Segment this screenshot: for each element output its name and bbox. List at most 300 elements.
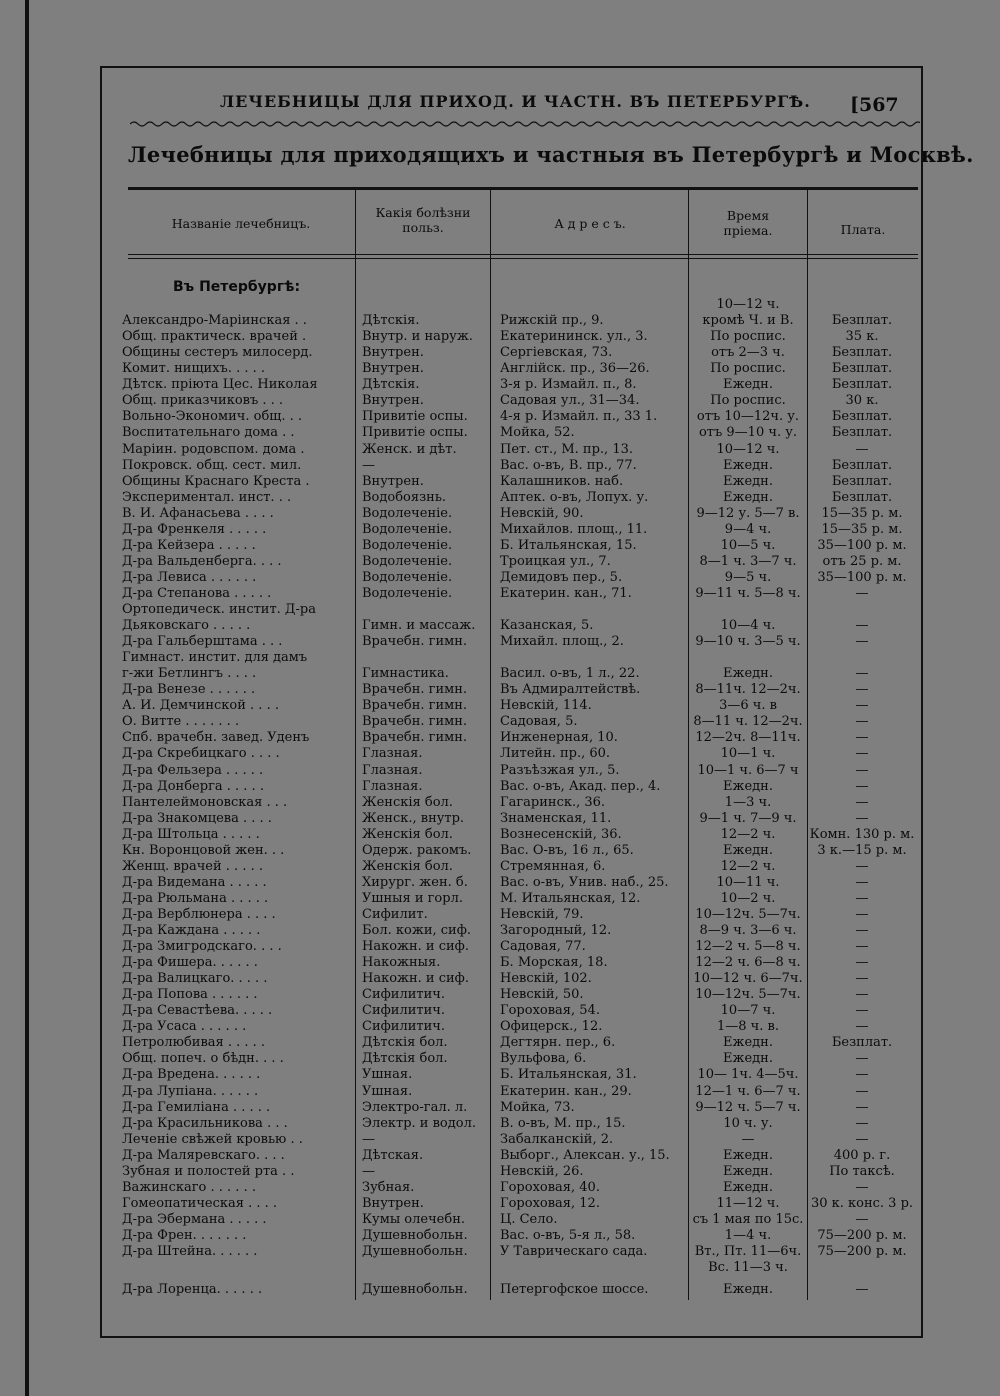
cell-name: Д-ра Штольца . . . . . — [122, 826, 260, 842]
cell-address: Вульфова, 6. — [500, 1051, 587, 1067]
cell-address: Б. Итальянская, 15. — [500, 537, 637, 553]
cell-disease: Хирург. жен. б. — [362, 874, 468, 890]
cell-time: отъ 2—3 ч. — [711, 345, 785, 361]
cell-name: Маріин. родовспом. дома . — [122, 441, 305, 457]
cell-time: 12—2 ч. 5—8 ч. — [695, 939, 801, 954]
cell-disease: Душевнобольн. — [362, 1244, 468, 1259]
cell-name: Д-ра Каждана . . . . . — [122, 923, 261, 938]
table-row — [0, 875, 1000, 891]
cell-time: 1—4 ч. — [724, 1227, 772, 1243]
cell-disease: Женскія бол. — [362, 794, 453, 810]
cell-fee: — — [855, 874, 869, 890]
cell-disease: Привитіе оспы. — [362, 409, 468, 425]
cell-disease: Сифилитич. — [362, 1019, 445, 1035]
table-row — [0, 329, 1000, 345]
cell-disease: Одерж. ракомъ. — [362, 842, 472, 858]
cell-fee: Безплат. — [831, 1035, 893, 1051]
table-row — [0, 971, 1000, 987]
cell-time: По роспис. — [710, 393, 786, 409]
cell-time: отъ 10—12ч. у. — [696, 409, 800, 425]
cell-time: съ 1 мая по 15с. — [692, 1211, 804, 1227]
cell-disease: Глазная. — [362, 762, 423, 778]
cell-address: Гороховая, 40. — [500, 1179, 600, 1195]
cell-time: 10—12ч. 5—7ч. — [695, 987, 801, 1003]
table-row — [0, 779, 1000, 795]
table-row — [0, 1148, 1000, 1164]
table-row — [0, 586, 1000, 602]
cell-disease: Водолеченіе. — [362, 553, 453, 569]
cell-name: Общ. приказчиковъ . . . — [122, 393, 284, 409]
cell-time: 9—12 у. 5—7 в. — [696, 505, 800, 521]
cell-address: Б. Морская, 18. — [500, 955, 608, 971]
cell-disease: Водолеченіе. — [362, 569, 453, 585]
header-top-rule — [128, 187, 918, 190]
cell-address: Рижскій пр., 9. — [500, 313, 604, 329]
table-row — [0, 746, 1000, 762]
cell-fee: 30 к. конс. 3 р. — [810, 1195, 914, 1211]
cell-name: Д-ра Знакомцева . . . . — [122, 810, 272, 826]
cell-disease: Женск. и дѣт. — [362, 441, 457, 457]
table-row — [0, 458, 1000, 474]
cell-time: 10—5 ч. — [720, 537, 776, 553]
cell-fee: — — [855, 858, 869, 874]
cell-name: Д-ра Усаса . . . . . . — [122, 1019, 247, 1035]
table-row — [0, 1196, 1000, 1212]
cell-disease: Ушныя и горл. — [362, 890, 463, 906]
cell-time: 10—4 ч. — [720, 618, 776, 633]
cell-time: 1—8 ч. в. — [717, 1019, 779, 1035]
cell-name: В. И. Афанасьева . . . . — [122, 505, 274, 521]
table-row — [0, 987, 1000, 1003]
cell-fee: — — [855, 955, 869, 971]
cell-fee: Безплат. — [831, 361, 893, 377]
table-row — [0, 1228, 1000, 1244]
table-row — [0, 923, 1000, 939]
table-row — [0, 506, 1000, 522]
cell-address: Вас. о-въ, Акад. пер., 4. — [500, 778, 661, 794]
cell-address: Забалканскій, 2. — [500, 1131, 614, 1147]
cell-fee: — — [855, 810, 869, 826]
cell-name: Ортопедическ. инстит. Д-ра — [122, 602, 316, 617]
cell-name: Д-ра Вредена. . . . . . — [122, 1067, 261, 1083]
table-row — [0, 714, 1000, 730]
cell-disease: Врачебн. гимн. — [362, 634, 468, 649]
cell-time: 10—12 ч. — [716, 297, 780, 312]
table-row — [0, 425, 1000, 441]
cell-fee: — — [855, 746, 869, 762]
cell-name: г-жи Бетлингъ . . . . — [122, 666, 257, 682]
cell-fee: — — [855, 1067, 869, 1083]
cell-name: Д-ра Лоренца. . . . . . — [122, 1282, 263, 1298]
cell-fee: Безплат. — [831, 457, 893, 473]
cell-address: Б. Итальянская, 31. — [500, 1067, 637, 1083]
cell-disease: — — [362, 457, 375, 473]
cell-fee: — — [855, 634, 869, 649]
cell-fee: Комн. 130 р. м. — [809, 826, 915, 842]
cell-address: Загородный, 12. — [500, 923, 612, 938]
cell-name: Д-ра Донберга . . . . . — [122, 778, 264, 794]
cell-address: Михайл. площ., 2. — [500, 634, 624, 649]
cell-time: 12—2 ч. 6—8 ч. — [695, 955, 801, 971]
cell-name: Д-ра Штейна. . . . . . — [122, 1244, 258, 1259]
cell-address: Аптек. о-въ, Лопух. у. — [500, 489, 649, 505]
cell-name: О. Витте . . . . . . . — [122, 714, 240, 730]
cell-name: Важинскаго . . . . . . — [122, 1179, 256, 1195]
cell-disease: Дѣтскія. — [362, 313, 420, 329]
cell-time: 10—1 ч. — [720, 746, 776, 762]
table-row — [0, 795, 1000, 811]
cell-address: Калашников. наб. — [500, 473, 624, 489]
cell-address: Ц. Село. — [500, 1211, 558, 1227]
cell-name: Пантелеймоновская . . . — [122, 794, 288, 810]
cell-address: Демидовъ пер., 5. — [500, 569, 623, 585]
table-row — [0, 1180, 1000, 1196]
col-header-time: Время пріема. — [723, 208, 773, 238]
cell-address: Вас. о-въ, 5-я л., 58. — [500, 1227, 636, 1243]
cell-address: Вознесенскій, 36. — [500, 826, 622, 842]
cell-fee: — — [855, 762, 869, 778]
cell-name: Покровск. общ. сест. мил. — [122, 457, 302, 473]
cell-address: Выборг., Алексан. у., 15. — [500, 1147, 670, 1163]
cell-time: 9—4 ч. — [724, 521, 772, 537]
cell-disease: Внутрен. — [362, 345, 424, 361]
cell-time: 8—1 ч. 3—7 ч. — [699, 553, 797, 569]
cell-fee: — — [855, 1282, 869, 1298]
cell-address: Петергофское шоссе. — [500, 1282, 649, 1298]
cell-fee: — — [855, 1003, 869, 1019]
cell-address: Знаменская, 11. — [500, 810, 612, 826]
cell-address: Невскій, 79. — [500, 906, 584, 922]
table-row — [0, 1212, 1000, 1228]
header-bottom-rule — [128, 254, 918, 255]
cell-name: Гимнаст. инстит. для дамъ — [122, 650, 308, 666]
table-row — [0, 345, 1000, 361]
cell-fee: 75—200 р. м. — [817, 1227, 907, 1243]
cell-time: Ежедн. — [723, 666, 773, 682]
cell-name: Д-ра Красильникова . . . — [122, 1115, 288, 1131]
cell-address: Невскій, 50. — [500, 987, 584, 1003]
cell-disease: Электр. и водол. — [362, 1115, 476, 1131]
cell-address: Троицкая ул., 7. — [500, 553, 611, 569]
cell-fee: Безплат. — [831, 489, 893, 505]
col-header-disease: Какія болѣзни польз. — [375, 205, 471, 235]
cell-name: Д-ра Фишера. . . . . . — [122, 955, 258, 971]
cell-address: Невскій, 90. — [500, 505, 584, 521]
cell-time: Ежедн. — [723, 1051, 773, 1067]
cell-disease: Врачебн. гимн. — [362, 730, 468, 746]
cell-time: кромѣ Ч. и В. — [702, 313, 794, 329]
cell-disease: Душевнобольн. — [362, 1282, 468, 1298]
cell-fee: — — [855, 585, 869, 601]
cell-disease: — — [362, 1163, 375, 1179]
cell-disease: Бол. кожи, сиф. — [362, 923, 471, 938]
cell-disease: Накожн. и сиф. — [362, 939, 469, 954]
cell-time: Ежедн. — [723, 473, 773, 489]
table-row — [0, 602, 1000, 618]
cell-name: Д-ра Эбермана . . . . . — [122, 1211, 267, 1227]
cell-disease: Дѣтская. — [362, 1147, 424, 1163]
cell-fee: — — [855, 971, 869, 987]
table-row — [0, 682, 1000, 698]
table-row — [0, 843, 1000, 859]
cell-disease: Внутр. и наруж. — [362, 329, 473, 345]
cell-time: Вс. 11—3 ч. — [708, 1260, 788, 1275]
table-row — [0, 634, 1000, 650]
cell-fee: — — [855, 1051, 869, 1067]
cell-fee: Безплат. — [831, 313, 893, 329]
cell-time: По роспис. — [710, 329, 786, 345]
cell-name: Д-ра Попова . . . . . . — [122, 987, 258, 1003]
cell-name: Гомеопатическая . . . . — [122, 1195, 278, 1211]
table-row — [0, 393, 1000, 409]
cell-disease: Женскія бол. — [362, 826, 453, 842]
table-row — [0, 490, 1000, 506]
cell-name: Д-ра Вальденберга. . . . — [122, 553, 282, 569]
cell-fee: 35 к. — [845, 329, 879, 345]
cell-disease: Водолеченіе. — [362, 585, 453, 601]
cell-fee: 15—35 р. м. — [821, 521, 903, 537]
col-header-address: А д р е с ъ. — [554, 216, 626, 231]
cell-fee: Безплат. — [831, 345, 893, 361]
table-row — [0, 827, 1000, 843]
table-row — [0, 1116, 1000, 1132]
table-row — [0, 297, 1000, 313]
cell-fee: 3 к.—15 р. м. — [817, 842, 907, 858]
cell-address: Гагаринск., 36. — [500, 794, 606, 810]
cell-disease: Сифилитич. — [362, 987, 445, 1003]
cell-time: — — [741, 1131, 755, 1147]
cell-name: Леченіе свѣжей кровью . . — [122, 1131, 303, 1147]
cell-time: 9—1 ч. 7—9 ч. — [699, 810, 797, 826]
cell-address: Стремянная, 6. — [500, 858, 606, 874]
cell-fee: — — [855, 939, 869, 954]
cell-name: Д-ра Маляревскаго. . . . — [122, 1147, 285, 1163]
cell-fee: — — [855, 682, 869, 698]
page-number: [567 — [850, 94, 899, 116]
cell-fee: — — [855, 794, 869, 810]
wavy-rule — [130, 117, 920, 131]
cell-time: 10 ч. у. — [723, 1115, 773, 1131]
cell-disease: Врачебн. гимн. — [362, 698, 468, 714]
cell-time: 10—1 ч. 6—7 ч — [697, 762, 799, 778]
cell-disease: Сифилит. — [362, 906, 428, 922]
table-row — [0, 409, 1000, 425]
cell-name: Спб. врачебн. завед. Уденъ — [122, 730, 310, 746]
cell-address: Екатерин. кан., 71. — [500, 585, 632, 601]
cell-disease: Глазная. — [362, 746, 423, 762]
cell-disease: Ушная. — [362, 1067, 413, 1083]
cell-time: 10—2 ч. — [720, 890, 776, 906]
cell-address: Васил. о-въ, 1 л., 22. — [500, 666, 640, 682]
cell-fee: — — [855, 987, 869, 1003]
table-row — [0, 522, 1000, 538]
cell-disease: Привитіе оспы. — [362, 425, 468, 441]
cell-name: Д-ра Венезе . . . . . . — [122, 682, 256, 698]
table-row — [0, 763, 1000, 779]
header-bottom-rule-2 — [128, 258, 918, 259]
table-row — [0, 554, 1000, 570]
table-row — [0, 1035, 1000, 1051]
table-row — [0, 955, 1000, 971]
cell-time: 9—11 ч. 5—8 ч. — [695, 585, 801, 601]
cell-time: Ежедн. — [723, 1163, 773, 1179]
cell-name: Д-ра Френкеля . . . . . — [122, 521, 267, 537]
section-heading: Въ Петербургѣ: — [173, 279, 301, 295]
cell-fee: — — [855, 714, 869, 730]
cell-fee: — — [855, 441, 869, 457]
cell-address: Екатерининск. ул., 3. — [500, 329, 648, 345]
cell-address: Михайлов. площ., 11. — [500, 521, 648, 537]
table-row — [0, 313, 1000, 329]
cell-name: Д-ра Кейзера . . . . . — [122, 537, 256, 553]
cell-address: Невскій, 26. — [500, 1163, 584, 1179]
table-row — [0, 1260, 1000, 1276]
table-row — [0, 1019, 1000, 1035]
cell-name: Александро-Маріинская . . — [122, 313, 307, 329]
cell-fee: — — [855, 1211, 869, 1227]
table-row — [0, 939, 1000, 955]
cell-fee: 35—100 р. м. — [817, 569, 907, 585]
cell-time: 9—5 ч. — [724, 569, 772, 585]
cell-disease: Электро-гал. л. — [362, 1099, 468, 1115]
cell-address: Мойка, 52. — [500, 425, 575, 441]
cell-time: отъ 9—10 ч. у. — [698, 425, 797, 441]
cell-fee: — — [855, 1179, 869, 1195]
cell-name: Д-ра Верблюнера . . . . — [122, 906, 276, 922]
col-header-name: Названіе лечебницъ. — [171, 216, 311, 231]
cell-time: Ежедн. — [723, 457, 773, 473]
cell-name: Кн. Воронцовой жен. . . — [122, 842, 285, 858]
cell-fee: — — [855, 1115, 869, 1131]
cell-disease: Женск., внутр. — [362, 810, 465, 826]
cell-disease: Внутрен. — [362, 361, 424, 377]
cell-name: Д-ра Валицкаго. . . . . — [122, 971, 268, 987]
cell-time: 12—1 ч. 6—7 ч. — [695, 1083, 801, 1099]
cell-address: Невскій, 102. — [500, 971, 592, 987]
cell-address: Англійск. пр., 36—26. — [500, 361, 650, 377]
cell-name: Экспериментал. инст. . . — [122, 489, 292, 505]
cell-time: Ежедн. — [723, 842, 773, 858]
cell-fee: — — [855, 1131, 869, 1147]
cell-address: М. Итальянская, 12. — [500, 890, 641, 906]
cell-disease: Внутрен. — [362, 473, 424, 489]
cell-disease: Накожныя. — [362, 955, 441, 971]
cell-disease: Врачебн. гимн. — [362, 682, 468, 698]
table-row — [0, 859, 1000, 875]
cell-name: Д-ра Степанова . . . . . — [122, 585, 272, 601]
cell-address: Екатерин. кан., 29. — [500, 1083, 632, 1099]
cell-disease: Накожн. и сиф. — [362, 971, 469, 987]
cell-name: Д-ра Видемана . . . . . — [122, 874, 267, 890]
cell-disease: Водолеченіе. — [362, 505, 453, 521]
cell-address: Офицерск., 12. — [500, 1019, 603, 1035]
cell-address: Вас. о-въ, В. пр., 77. — [500, 457, 637, 473]
cell-disease: Гимн. и массаж. — [362, 618, 476, 633]
table-row — [0, 666, 1000, 682]
cell-name: Общины сестеръ милосерд. — [122, 345, 313, 361]
cell-name: Комит. нищихъ. . . . . — [122, 361, 265, 377]
cell-time: По роспис. — [710, 361, 786, 377]
cell-address: Казанская, 5. — [500, 618, 594, 633]
cell-name: Зубная и полостей рта . . — [122, 1163, 295, 1179]
cell-time: 8—11 ч. 12—2ч. — [693, 714, 803, 730]
table-row — [0, 570, 1000, 586]
cell-disease: Врачебн. гимн. — [362, 714, 468, 730]
cell-address: 3-я р. Измайл. п., 8. — [500, 377, 637, 393]
cell-address: 4-я р. Измайл. п., 33 1. — [500, 409, 658, 425]
cell-time: 10—7 ч. — [720, 1003, 776, 1019]
cell-fee: Безплат. — [831, 425, 893, 441]
cell-name: Д-ра Гемиліана . . . . . — [122, 1099, 271, 1115]
cell-time: 9—10 ч. 3—5 ч. — [695, 634, 801, 649]
cell-disease: Зубная. — [362, 1179, 415, 1195]
cell-address: Разъѣзжая ул., 5. — [500, 762, 620, 778]
table-row — [0, 377, 1000, 393]
cell-name: Дѣтск. пріюта Цес. Николая — [122, 377, 318, 393]
cell-name: Общ. практическ. врачей . — [122, 329, 307, 345]
cell-fee: — — [855, 666, 869, 682]
cell-disease: Ушная. — [362, 1083, 413, 1099]
cell-fee: — — [855, 698, 869, 714]
cell-disease: Гимнастика. — [362, 666, 449, 682]
cell-address: Садовая, 5. — [500, 714, 578, 730]
cell-time: Ежедн. — [723, 377, 773, 393]
table-row — [0, 698, 1000, 714]
cell-disease: Женскія бол. — [362, 858, 453, 874]
cell-time: 12—2 ч. — [720, 826, 776, 842]
cell-address: У Таврическаго сада. — [500, 1244, 648, 1259]
cell-disease: Водобоязнь. — [362, 489, 447, 505]
cell-name: Д-ра Лупіана. . . . . . — [122, 1083, 259, 1099]
cell-disease: Внутрен. — [362, 1195, 424, 1211]
cell-fee: 15—35 р. м. — [821, 505, 903, 521]
cell-fee: — — [855, 906, 869, 922]
table-row — [0, 442, 1000, 458]
cell-name: Воспитательнаго дома . . — [122, 425, 295, 441]
table-row — [0, 361, 1000, 377]
cell-disease: Сифилитич. — [362, 1003, 445, 1019]
cell-name: Петролюбивая . . . . . — [122, 1035, 266, 1051]
cell-time: Вт., Пт. 11—6ч. — [694, 1244, 802, 1259]
cell-address: Инженерная, 10. — [500, 730, 618, 746]
table-row — [0, 1100, 1000, 1116]
cell-time: Ежедн. — [723, 1179, 773, 1195]
cell-fee: — — [855, 923, 869, 938]
cell-disease: Водолеченіе. — [362, 521, 453, 537]
cell-fee: — — [855, 1083, 869, 1099]
cell-address: Садовая, 77. — [500, 939, 586, 954]
cell-time: 10—12 ч. — [716, 441, 780, 457]
table-row — [0, 907, 1000, 923]
cell-name: Д-ра Скребицкаго . . . . — [122, 746, 280, 762]
cell-time: 12—2 ч. — [720, 858, 776, 874]
cell-time: 8—9 ч. 3—6 ч. — [699, 923, 797, 938]
cell-name: Д-ра Севастѣева. . . . . — [122, 1003, 273, 1019]
cell-address: Гороховая, 12. — [500, 1195, 600, 1211]
cell-time: 12—2ч. 8—11ч. — [695, 730, 801, 746]
cell-name: Д-ра Гальберштама . . . — [122, 634, 283, 649]
cell-address: В. о-въ, М. пр., 15. — [500, 1115, 626, 1131]
cell-fee: 30 к. — [845, 393, 879, 409]
cell-time: 3—6 ч. в — [719, 698, 777, 714]
cell-time: Ежедн. — [723, 489, 773, 505]
table-row — [0, 1051, 1000, 1067]
cell-time: Ежедн. — [723, 778, 773, 794]
cell-fee: — — [855, 890, 869, 906]
cell-time: Ежедн. — [723, 1147, 773, 1163]
table-row — [0, 538, 1000, 554]
cell-disease: Душевнобольн. — [362, 1227, 468, 1243]
